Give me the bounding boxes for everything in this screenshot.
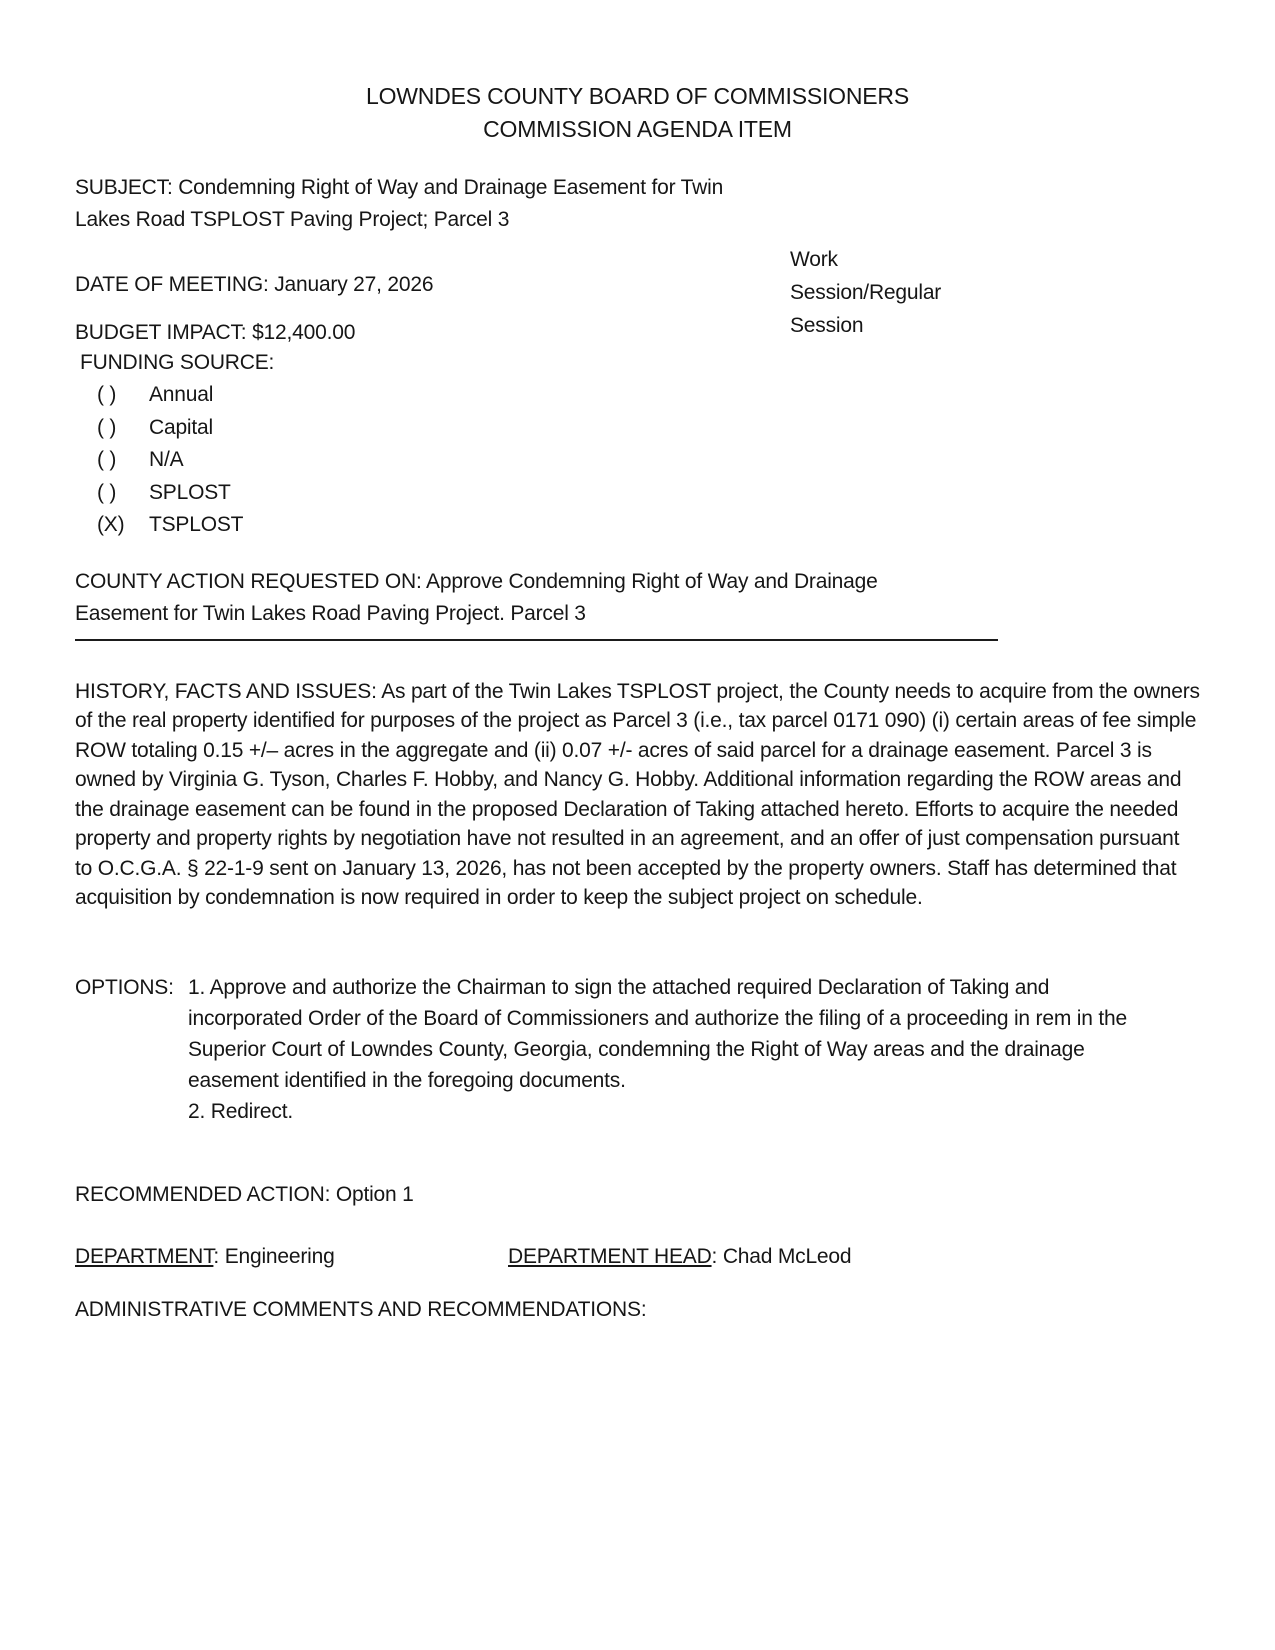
funding-option-splost (97, 477, 1200, 510)
checkbox-mark: ( ) (97, 480, 117, 504)
budget-impact-line: BUDGET IMPACT: $12,400.00 (75, 321, 356, 344)
history-facts-issues: HISTORY, FACTS AND ISSUES: As part of the Twin Lakes TSPLOST project, the County needs to acquire from the owners of the real property identified for purposes of the project as Parcel 3 (i.e., tax parcel 0171 090) (i) certain areas of fee simple ROW totaling 0.15 +/– acres in the aggregate and (ii) 0.07 +/- acres of said parcel for a drainage easement. Parcel 3 is owned by Virginia G. Tyson, Charles F. Hobby, and Nancy G. Hobby. Additional information regarding the ROW areas and the drainage easement can be found in the proposed Declaration of Taking attached hereto. Efforts to acquire the needed property and property rights by negotiation have not resulted in an agreement, and an offer of just compensation pursuant to O.C.G.A. § 22-1-9 sent on January 13, 2026, has not been accepted by the property owners. Staff has determined that acquisition by condemnation is now required in order to keep the subject project on schedule. (75, 679, 1200, 909)
session-type-text: Work Session/Regular Session (790, 248, 942, 337)
funding-source-list (75, 379, 1200, 542)
funding-option-tsplost (97, 509, 1200, 542)
funding-option-na (97, 444, 1200, 477)
checkbox-mark-checked: (X) (97, 513, 125, 536)
administrative-comments-label: ADMINISTRATIVE COMMENTS AND RECOMMENDATIONS: (75, 1297, 647, 1321)
checkbox-mark: ( ) (97, 383, 117, 406)
document-title-line1: LOWNDES COUNTY BOARD OF COMMISSIONERS (366, 83, 909, 109)
funding-source-label: FUNDING SOURCE: (80, 351, 275, 374)
checkbox-mark: ( ) (97, 448, 117, 471)
funding-option-label: TSPLOST (149, 513, 244, 536)
recommended-action-line: RECOMMENDED ACTION: Option 1 (75, 1182, 414, 1206)
funding-option-capital (97, 412, 1200, 445)
department-field (75, 1242, 508, 1272)
meeting-date-line: DATE OF MEETING: January 27, 2026 (75, 273, 434, 296)
department-row (75, 1242, 1200, 1272)
department-head-field (508, 1242, 851, 1272)
options-items (188, 972, 1148, 1127)
option-item-1: 1. Approve and authorize the Chairman to sign the attached required Declaration of Taking and incorporated Order of the Board of Commissioners and authorize the filing of a proceeding in rem in the Superior Court of Lowndes County, Georgia, condemning the Right of Way areas and the drainage easement identified in the foregoing documents. (188, 975, 1127, 1092)
department-label: DEPARTMENT (75, 1244, 214, 1268)
funding-option-annual (97, 379, 1200, 412)
county-action-requested (75, 566, 998, 641)
document-title-line2: COMMISSION AGENDA ITEM (483, 116, 792, 142)
options-label: OPTIONS: (75, 975, 174, 999)
options-section (75, 972, 1200, 1127)
subject-text: SUBJECT: Condemning Right of Way and Drainage Easement for Twin Lakes Road TSPLOST Paving Project; Parcel 3 (75, 176, 724, 231)
funding-option-label: Capital (149, 415, 213, 439)
checkbox-mark: ( ) (97, 415, 117, 439)
document-header (75, 80, 1200, 146)
funding-option-label: N/A (149, 448, 184, 471)
funding-option-label: SPLOST (149, 480, 231, 504)
department-head-label: DEPARTMENT HEAD (508, 1244, 712, 1268)
funding-option-label: Annual (149, 383, 214, 406)
county-action-line2: Easement for Twin Lakes Road Paving Project. Parcel 3 (75, 601, 586, 625)
department-value: : Engineering (213, 1244, 335, 1268)
option-item-2: 2. Redirect. (188, 1099, 293, 1123)
department-head-value: : Chad McLeod (711, 1244, 852, 1268)
county-action-line1: COUNTY ACTION REQUESTED ON: Approve Condemning Right of Way and Drainage (75, 569, 878, 593)
